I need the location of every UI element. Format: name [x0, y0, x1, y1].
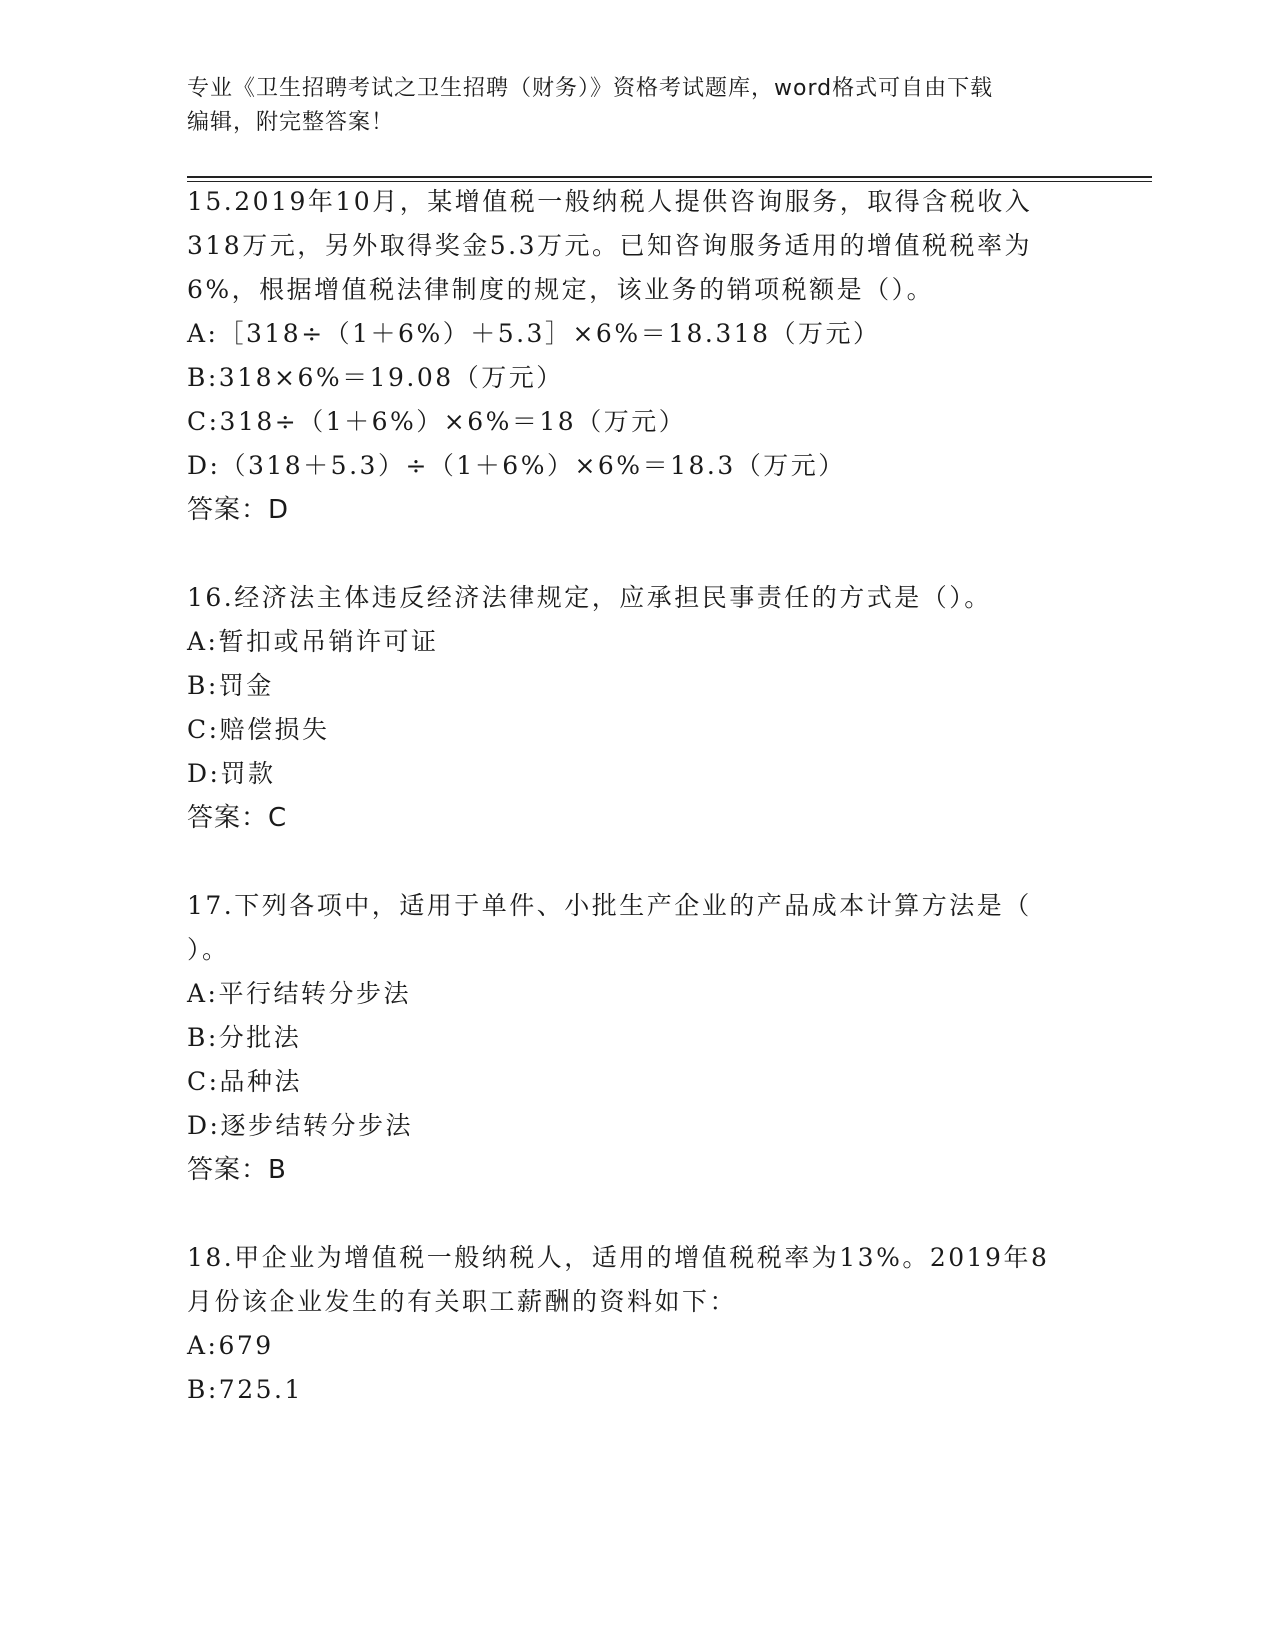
document-header — [187, 72, 1087, 140]
header-divider-thick — [187, 176, 1152, 178]
q15-option-d: D:（318＋5.3）÷（1＋6%）×6%＝18.3（万元） — [187, 451, 846, 480]
q17-option-d: D:逐步结转分步法 — [187, 1111, 413, 1140]
q18-stem-line-1: 18.甲企业为增值税一般纳税人，适用的增值税税率为13%。2019年8 — [187, 1243, 1050, 1272]
q16-option-b: B:罚金 — [187, 671, 274, 700]
q18-option-a: A:679 — [187, 1331, 274, 1360]
q17-stem-line-2: ）。 — [187, 935, 230, 964]
q15-stem-line-1: 15.2019年10月，某增值税一般纳税人提供咨询服务，取得含税收入 — [187, 187, 1033, 216]
q15-stem-line-2: 318万元，另外取得奖金5.3万元。已知咨询服务适用的增值税税率为 — [187, 231, 1032, 260]
q17-option-c: C:品种法 — [187, 1067, 303, 1096]
q16-stem-line-1: 16.经济法主体违反经济法律规定，应承担民事责任的方式是（）。 — [187, 583, 992, 612]
q17-option-a: A:平行结转分步法 — [187, 979, 411, 1008]
q15-stem-line-3: 6%，根据增值税法律制度的规定，该业务的销项税额是（）。 — [187, 275, 935, 304]
q17-stem-line-1: 17.下列各项中，适用于单件、小批生产企业的产品成本计算方法是（ — [187, 891, 1032, 920]
q15-answer: 答案：D — [187, 495, 290, 525]
q18-option-b: B:725.1 — [187, 1375, 303, 1404]
header-line-2: 编辑，附完整答案！ — [187, 110, 395, 135]
q15-option-c: C:318÷（1＋6%）×6%＝18（万元） — [187, 407, 687, 436]
q17-answer: 答案：B — [187, 1155, 287, 1185]
header-divider-thin — [187, 181, 1152, 182]
q15-option-a: A:［318÷（1＋6%）＋5.3］×6%＝18.318（万元） — [187, 319, 881, 348]
q18-stem-line-2: 月份该企业发生的有关职工薪酬的资料如下： — [187, 1287, 738, 1316]
q15-option-b: B:318×6%＝19.08（万元） — [187, 363, 564, 392]
q16-option-d: D:罚款 — [187, 759, 276, 788]
q16-option-c: C:赔偿损失 — [187, 715, 330, 744]
q16-answer: 答案：C — [187, 803, 288, 833]
header-line-1: 专业《卫生招聘考试之卫生招聘（财务）》资格考试题库，word格式可自由下载 — [187, 76, 994, 101]
q17-option-b: B:分批法 — [187, 1023, 302, 1052]
q16-option-a: A:暂扣或吊销许可证 — [187, 627, 439, 656]
